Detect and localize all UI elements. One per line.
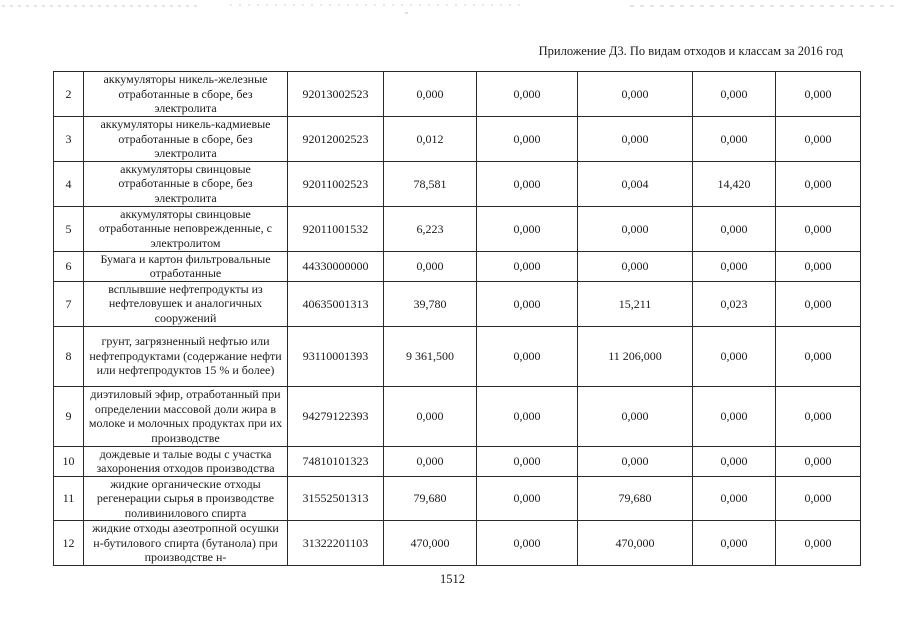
value-col-3: 0,000 [578, 386, 693, 446]
page-header: Приложение Д3. По видам отходов и классам за 2016 год [538, 44, 843, 58]
value-col-5: 0,000 [776, 281, 861, 326]
waste-name: аккумуляторы свинцовые отработанные неповрежденные, с электролитом [84, 206, 288, 251]
value-col-2: 0,000 [477, 446, 578, 476]
waste-code: 92013002523 [288, 72, 384, 117]
value-col-3: 0,000 [578, 446, 693, 476]
value-col-2: 0,000 [477, 281, 578, 326]
value-col-3: 0,000 [578, 251, 693, 281]
scan-artifact [0, 2, 905, 16]
value-col-5: 0,000 [776, 446, 861, 476]
table-row [54, 161, 861, 206]
value-col-5: 0,000 [776, 161, 861, 206]
waste-code: 92011001532 [288, 206, 384, 251]
value-col-4: 0,000 [693, 206, 776, 251]
value-col-1: 0,000 [384, 72, 477, 117]
value-col-4: 0,023 [693, 281, 776, 326]
row-number: 5 [54, 206, 84, 251]
value-col-2: 0,000 [477, 521, 578, 566]
value-col-1: 78,581 [384, 161, 477, 206]
table-row [54, 476, 861, 521]
value-col-1: 39,780 [384, 281, 477, 326]
table-row [54, 281, 861, 326]
value-col-5: 0,000 [776, 117, 861, 162]
table-row [54, 117, 861, 162]
value-col-2: 0,000 [477, 206, 578, 251]
table-row [54, 72, 861, 117]
value-col-3: 0,004 [578, 161, 693, 206]
value-col-5: 0,000 [776, 326, 861, 386]
waste-name: диэтиловый эфир, отработанный при определении массовой доли жира в молоке и молочных продуктах при их производстве [84, 386, 288, 446]
row-number: 3 [54, 117, 84, 162]
table-row [54, 386, 861, 446]
waste-code: 94279122393 [288, 386, 384, 446]
waste-name: аккумуляторы никель-кадмиевые отработанные в сборе, без электролита [84, 117, 288, 162]
value-col-4: 0,000 [693, 521, 776, 566]
waste-code: 31552501313 [288, 476, 384, 521]
value-col-4: 0,000 [693, 476, 776, 521]
row-number: 9 [54, 386, 84, 446]
value-col-4: 0,000 [693, 386, 776, 446]
value-col-1: 6,223 [384, 206, 477, 251]
waste-code: 92012002523 [288, 117, 384, 162]
row-number: 8 [54, 326, 84, 386]
value-col-4: 14,420 [693, 161, 776, 206]
table-row [54, 446, 861, 476]
value-col-3: 0,000 [578, 206, 693, 251]
value-col-2: 0,000 [477, 117, 578, 162]
table-row [54, 251, 861, 281]
waste-code: 40635001313 [288, 281, 384, 326]
waste-code: 31322201103 [288, 521, 384, 566]
value-col-2: 0,000 [477, 326, 578, 386]
waste-name: Бумага и картон фильтровальные отработанные [84, 251, 288, 281]
waste-name: аккумуляторы никель-железные отработанные в сборе, без электролита [84, 72, 288, 117]
waste-name: жидкие отходы азеотропной осушки н-бутилового спирта (бутанола) при производстве н- [84, 521, 288, 566]
value-col-1: 9 361,500 [384, 326, 477, 386]
page-number: 1512 [440, 572, 465, 586]
value-col-4: 0,000 [693, 251, 776, 281]
table-row [54, 521, 861, 566]
value-col-3: 0,000 [578, 117, 693, 162]
value-col-5: 0,000 [776, 476, 861, 521]
value-col-2: 0,000 [477, 251, 578, 281]
value-col-4: 0,000 [693, 72, 776, 117]
value-col-5: 0,000 [776, 386, 861, 446]
row-number: 2 [54, 72, 84, 117]
value-col-5: 0,000 [776, 72, 861, 117]
waste-name: всплывшие нефтепродукты из нефтеловушек и аналогичных сооружений [84, 281, 288, 326]
table-body [54, 72, 861, 566]
value-col-1: 0,012 [384, 117, 477, 162]
value-col-3: 470,000 [578, 521, 693, 566]
value-col-3: 79,680 [578, 476, 693, 521]
value-col-4: 0,000 [693, 446, 776, 476]
value-col-5: 0,000 [776, 206, 861, 251]
value-col-2: 0,000 [477, 476, 578, 521]
value-col-4: 0,000 [693, 117, 776, 162]
waste-name: жидкие органические отходы регенерации сырья в производстве поливинилового спирта [84, 476, 288, 521]
waste-name: грунт, загрязненный нефтью или нефтепродуктами (содержание нефти или нефтепродуктов 15 % и более) [84, 326, 288, 386]
value-col-2: 0,000 [477, 72, 578, 117]
waste-code: 93110001393 [288, 326, 384, 386]
value-col-1: 0,000 [384, 386, 477, 446]
row-number: 7 [54, 281, 84, 326]
row-number: 4 [54, 161, 84, 206]
row-number: 10 [54, 446, 84, 476]
value-col-3: 11 206,000 [578, 326, 693, 386]
row-number: 11 [54, 476, 84, 521]
value-col-4: 0,000 [693, 326, 776, 386]
value-col-3: 0,000 [578, 72, 693, 117]
table-row [54, 206, 861, 251]
table-row [54, 326, 861, 386]
value-col-1: 0,000 [384, 446, 477, 476]
value-col-1: 0,000 [384, 251, 477, 281]
value-col-1: 470,000 [384, 521, 477, 566]
value-col-1: 79,680 [384, 476, 477, 521]
waste-code: 74810101323 [288, 446, 384, 476]
value-col-2: 0,000 [477, 386, 578, 446]
waste-code: 44330000000 [288, 251, 384, 281]
waste-name: аккумуляторы свинцовые отработанные в сборе, без электролита [84, 161, 288, 206]
waste-code: 92011002523 [288, 161, 384, 206]
value-col-5: 0,000 [776, 521, 861, 566]
row-number: 6 [54, 251, 84, 281]
waste-name: дождевые и талые воды с участка захоронения отходов производства [84, 446, 288, 476]
row-number: 12 [54, 521, 84, 566]
value-col-2: 0,000 [477, 161, 578, 206]
waste-table [53, 71, 861, 566]
value-col-5: 0,000 [776, 251, 861, 281]
value-col-3: 15,211 [578, 281, 693, 326]
